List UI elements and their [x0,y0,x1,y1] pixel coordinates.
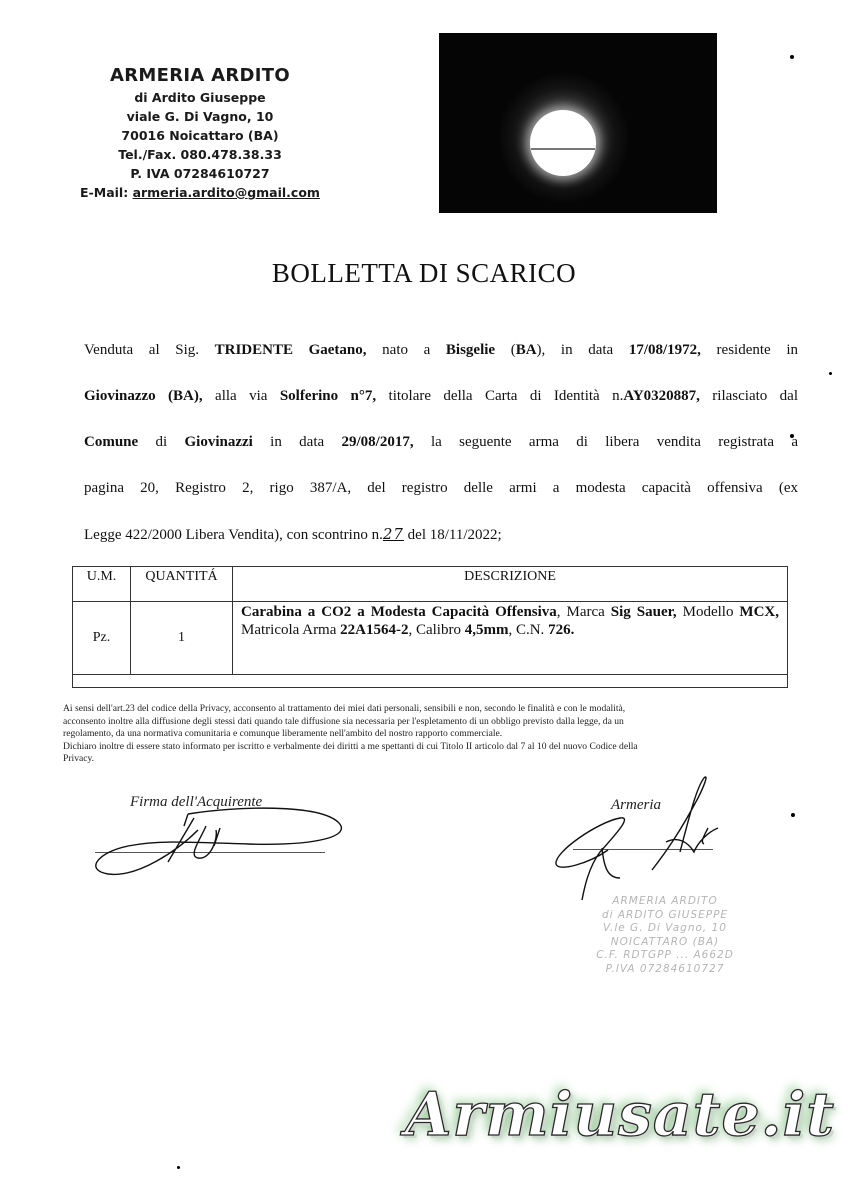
buyer-name: TRIDENTE Gaetano, [214,342,367,358]
buyer-signature-label: Firma dell'Acquirente [130,794,263,810]
comune-name: Giovinazzi [184,434,253,450]
email-label: E-Mail: [80,185,129,200]
document-title: BOLLETTA DI SCARICO [271,258,577,288]
birthdate: 17/08/1972, [628,342,701,358]
text: Matricola Arma [241,621,341,638]
company-owner: di Ardito Giuseppe [134,90,266,105]
desc-cn: 726. [548,621,575,638]
birthplace: Bisgelie [445,342,496,358]
text: rilasciato dal [699,388,798,404]
signature-stroke [556,777,718,900]
company-header [70,64,330,202]
text: ( [495,342,516,358]
desc-brand: Sig Sauer, [610,604,677,620]
cell-unit: Pz. [73,602,131,675]
text: Modello [676,604,740,620]
shop-signature [548,772,748,902]
shop-stamp [560,895,770,976]
residence: Giovinazzo (BA), [84,388,203,404]
issue-date: 29/08/2017, [341,434,414,450]
company-name: ARMERIA ARDITO [110,65,290,86]
text: Legge 422/2000 Libera Vendita), con scontrino n. [84,527,383,543]
stamp-line: di ARDITO GIUSEPPE [601,908,729,921]
company-vat: P. IVA 07284610727 [130,166,270,181]
header-quantita: QUANTITÁ [131,567,233,602]
scan-dot [791,813,795,817]
comune-label: Comune [84,434,139,450]
scan-dot [790,55,794,59]
shop-signature-label: Armeria [611,797,661,813]
photo-light-source [530,110,596,176]
text: , Marca [556,604,611,620]
text: residente in [700,342,798,358]
receipt-number-handwritten: 27 [382,525,404,543]
email-link[interactable]: armeria.ardito@gmail.com [132,185,320,200]
desc-item: Carabina a CO2 a Modesta Capacità Offensiva [241,604,557,620]
scan-dot [177,1166,180,1169]
text: titolare della Carta di Identità n. [376,388,624,404]
table-header-row [73,567,788,602]
header-descrizione: DESCRIZIONE [233,567,788,602]
company-phone: Tel./Fax. 080.478.38.33 [118,147,282,162]
armiusate-watermark: Armiusate.it [405,1080,836,1150]
body-line-5 [84,524,798,545]
stamp-line: NOICATTARO (BA) [610,935,720,948]
header-um: U.M. [73,567,131,602]
birth-province: BA [515,342,537,358]
company-city: 70016 Noicattaro (BA) [121,128,279,143]
table-row [73,602,788,675]
text: del 18/11/2022; [403,527,502,543]
desc-caliber: 4,5mm [464,621,509,638]
cell-description [233,602,788,675]
street: Solferino n°7, [279,388,377,404]
id-number: AY0320887, [623,388,700,404]
scan-dot [829,372,832,375]
header-photo [439,33,717,213]
items-table [72,566,788,688]
text: la seguente arma di libera vendita registrata a [413,434,798,450]
table-empty-row [73,675,788,688]
privacy-line: regolamento, da una normativa comunitaria e comunque liberamente nell'ambito del nostro rapporto commerciale. [63,728,503,739]
company-email-line [70,183,330,202]
signature-stroke [96,808,342,874]
stamp-line: ARMERIA ARDITO [612,895,718,907]
cell-quantity: 1 [131,602,233,675]
stamp-line: P.IVA 07284610727 [605,962,725,975]
body-line-1 [84,340,798,360]
buyer-signature [88,800,358,880]
privacy-line: Privacy. [63,753,95,764]
body-line-2 [84,386,798,406]
text: alla via [202,388,280,404]
company-address: viale G. Di Vagno, 10 [126,109,274,124]
privacy-line: Dichiaro inoltre di essere stato informato per iscritto e verbalmente dei diritti a me spettanti di cui Titolo II articolo dal 7 al 10 del nuovo Codice della [63,740,638,752]
text: , Calibro [408,621,465,638]
body-line-4: pagina 20, Registro 2, rigo 387/A, del registro delle armi a modesta capacità offensiva (ex [84,480,798,496]
text: , C.N. [508,621,549,638]
desc-model: MCX, [739,604,779,620]
text: nato a [366,342,446,358]
text: ), in data [536,342,629,358]
text: Venduta al Sig. [84,342,215,358]
stamp-line: V.le G. Di Vagno, 10 [603,922,727,934]
body-line-3 [84,432,798,452]
privacy-line: Ai sensi dell'art.23 del codice della Privacy, acconsento al trattamento dei miei dati personali, sensibili e non, secondo le finalità e con le modalità, [63,703,626,714]
text: in data [252,434,342,450]
stamp-line: C.F. RDTGPP ... A662D [596,949,734,961]
privacy-notice [63,703,773,766]
text: di [138,434,185,450]
privacy-line: acconsento inoltre alla diffusione degli stessi dati quando tale diffusione sia necessaria per l'espletamento di un obbligo previsto dalla legge, da un [63,715,624,727]
empty-cell [73,675,788,688]
photo-streak [531,148,595,150]
desc-serial: 22A1564-2 [340,621,409,638]
